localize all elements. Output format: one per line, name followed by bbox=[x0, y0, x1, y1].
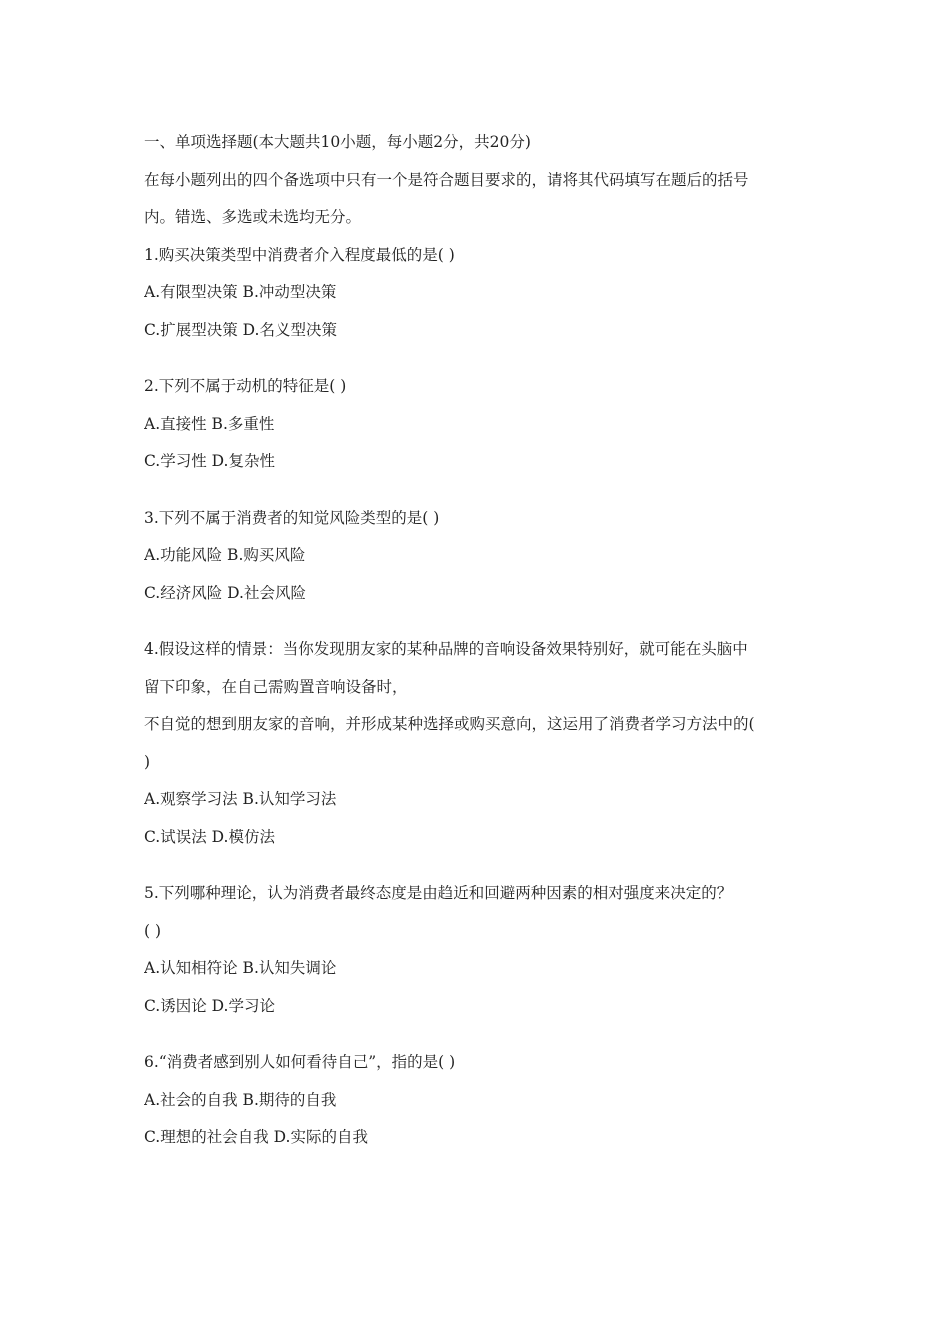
question-1-options-cd: C.扩展型决策 D.名义型决策 bbox=[144, 320, 337, 339]
question-4-options-ab: A.观察学习法 B.认知学习法 bbox=[144, 790, 337, 808]
question-2-options-cd: C.学习性 D.复杂性 bbox=[144, 452, 275, 470]
question-5-options-cd: C.诱因论 D.学习论 bbox=[144, 996, 275, 1015]
section-header: 一、单项选择题(本大题共10小题，每小题2分，共20分) bbox=[144, 133, 531, 151]
question-4-options-cd: C.试误法 D.模仿法 bbox=[144, 827, 275, 846]
question-4-stem-line-3: 不自觉的想到朋友家的音响，并形成某种选择或购买意向，这运用了消费者学习方法中的( bbox=[144, 715, 755, 733]
question-1-stem: 1.购买决策类型中消费者介入程度最低的是( ) bbox=[144, 245, 455, 264]
question-4-stem-line-1: 4.假设这样的情景：当你发现朋友家的某种品牌的音响设备效果特别好，就可能在头脑中 bbox=[144, 640, 748, 658]
question-2-stem: 2.下列不属于动机的特征是( ) bbox=[144, 377, 347, 395]
spacer bbox=[144, 349, 814, 368]
spacer bbox=[144, 1025, 814, 1044]
question-3 bbox=[144, 500, 814, 613]
spacer bbox=[144, 612, 814, 631]
question-4 bbox=[144, 631, 814, 856]
question-5 bbox=[144, 875, 814, 1025]
instructions-line-2: 内。错选、多选或未选均无分。 bbox=[144, 208, 362, 226]
instructions-line-1: 在每小题列出的四个备选项中只有一个是符合题目要求的，请将其代码填写在题后的括号 bbox=[144, 170, 749, 189]
question-4-stem-line-2: 留下印象，在自己需购置音响设备时， bbox=[144, 677, 408, 696]
question-3-options-ab: A.功能风险 B.购买风险 bbox=[144, 546, 306, 564]
spacer bbox=[144, 481, 814, 500]
question-2-options-ab: A.直接性 B.多重性 bbox=[144, 414, 275, 433]
spacer bbox=[144, 856, 814, 875]
question-3-options-cd: C.经济风险 D.社会风险 bbox=[144, 583, 306, 602]
question-2 bbox=[144, 368, 814, 481]
question-6-options-ab: A.社会的自我 B.期待的自我 bbox=[144, 1090, 337, 1109]
question-3-stem: 3.下列不属于消费者的知觉风险类型的是( ) bbox=[144, 508, 440, 527]
question-5-stem-line-2: ( ) bbox=[144, 921, 162, 940]
question-6-stem: 6.“消费者感到别人如何看待自己”，指的是( ) bbox=[144, 1053, 456, 1071]
question-5-stem-line-1: 5.下列哪种理论，认为消费者最终态度是由趋近和回避两种因素的相对强度来决定的？ bbox=[144, 884, 733, 902]
question-1-options-ab: A.有限型决策 B.冲动型决策 bbox=[144, 283, 337, 301]
question-5-options-ab: A.认知相符论 B.认知失调论 bbox=[144, 959, 337, 977]
question-4-stem-line-4: ) bbox=[144, 752, 151, 771]
question-6 bbox=[144, 1044, 814, 1157]
question-1 bbox=[144, 237, 814, 350]
question-6-options-cd: C.理想的社会自我 D.实际的自我 bbox=[144, 1128, 368, 1146]
exam-page bbox=[144, 124, 814, 1157]
